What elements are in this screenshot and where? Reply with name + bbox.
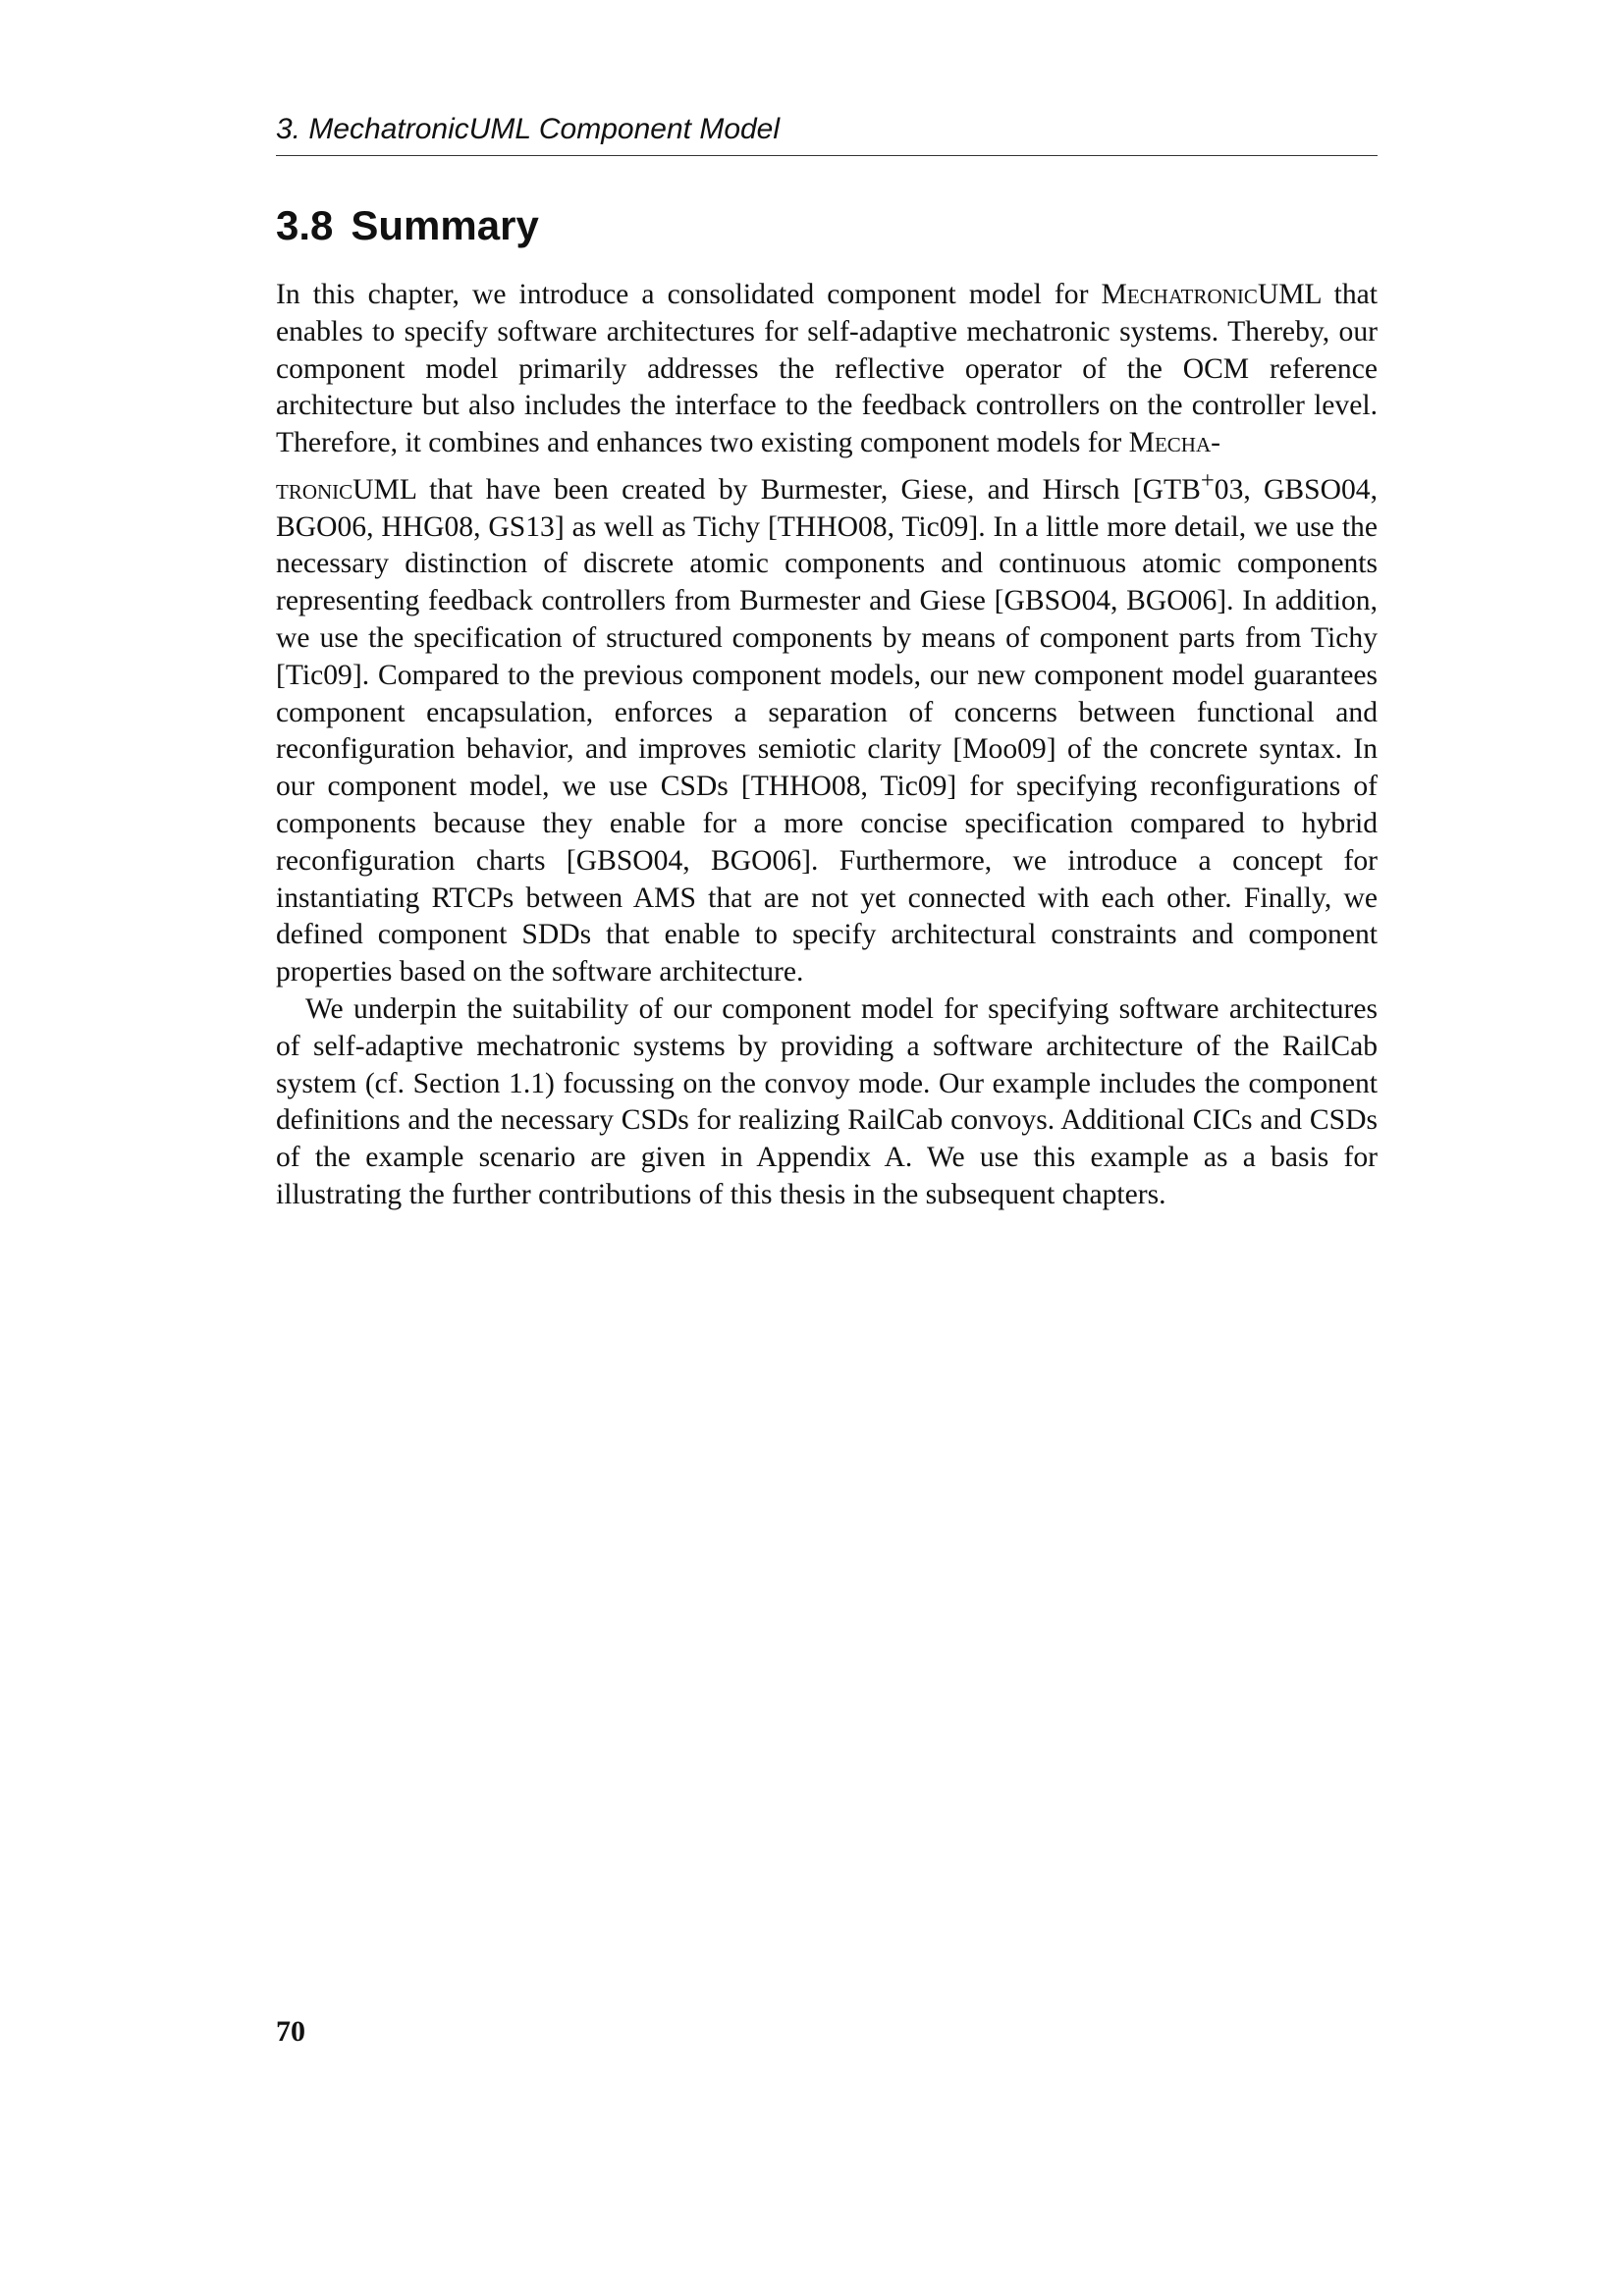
running-title: 3. MechatronicUML Component Model [276, 113, 781, 145]
text-run: UML that have been created by Burmester, Giese, and Hirsch [GTB [352, 473, 1201, 506]
paragraph-2: We underpin the suitability of our component model for specifying software architectures of self-adaptive mechatronic systems by providing a software architecture of the RailCab system (cf. Section 1.1) focussing on the convoy mode. Our example includes the component definitions and the necessary CSDs for realizing RailCab convoys. Additional CICs and CSDs of the example scenario are given in Appendix A. We use this example as a basis for illustrating the further contributions of this thesis in the subsequent chapters. [276, 993, 1378, 1210]
section-heading [276, 198, 539, 253]
paragraph-1: In this chapter, we introduce a consolidated component model for MechatronicUML that enables to specify software architectures for self-adaptive mechatronic systems. Thereby, our component model primarily addresses the reflective operator of the OCM reference architecture but also includes the interface to the feedback controllers on the controller level. Therefore, it combines and enhances two existing component models for Mecha- tronicUML that have been created by Burmester, Giese, and Hirsch [GTB+03, GBSO04, BGO06, HHG08, GS13] as well as Tichy [THHO08, Tic09]. In a little more detail, we use the necessary distinction of discrete atomic components and continuous atomic components representing feedback controllers from Burmester and Giese [GBSO04, BGO06]. In addition, we use the specification of structured components by means of component parts from Tichy [Tic09]. Compared to the previous component models, our new component model guarantees component encapsulation, enforces a separation of concerns between functional and reconfiguration behavior, and improves semiotic clarity [Moo09] of the concrete syntax. In our component model, we use CSDs [THHO08, Tic09] for specifying reconfigurations of components because they enable for a more concise specification compared to hybrid reconfiguration charts [GBSO04, BGO06]. Furthermore, we introduce a concept for instantiating RTCPs between AMS that are not yet connected with each other. Finally, we defined component SDDs that enable to specify architectural constraints and component properties based on the software architecture. [276, 279, 1378, 988]
text-run: 03, GBSO04, BGO06, HHG08, GS13] as well as Tichy [THHO08, Tic09]. In a little more detail, we use the necessary distinction of discrete atomic components and continuous atomic components representing feedback controllers from Burmester and Giese [GBSO04, BGO06]. In addition, we use the specification of structured components by means of component parts from Tichy [Tic09]. Compared to the previous component models, our new component model guarantees component encapsulation, enforces a separation of concerns between functional and reconfiguration behavior, and improves semiotic clarity [Moo09] of the concrete syntax. In our component model, we use CSDs [THHO08, Tic09] for specifying reconfigurations of components because they enable for a more concise specification compared to hybrid reconfiguration charts [GBSO04, BGO06]. Furthermore, we introduce a concept for instantiating RTCPs between AMS that are not yet connected with each other. Finally, we defined component SDDs that enable to specify architectural constraints and component properties based on the software architecture. [276, 473, 1378, 988]
superscript-plus: + [1200, 466, 1215, 494]
section-title: Summary [351, 202, 539, 248]
small-caps-run: tronic [276, 473, 353, 506]
small-caps-run: Mechatronic [1101, 279, 1258, 310]
text-run: In this chapter, we introduce a consolidated component model for [276, 279, 1102, 310]
running-header [276, 110, 1378, 156]
small-caps-run: Mecha [1128, 427, 1212, 459]
page-number: 70 [276, 2015, 305, 2048]
body-text [276, 277, 1378, 1214]
section-number: 3.8 [276, 202, 334, 248]
text-run: UML that enables to specify software architectures for self-adaptive mechatronic systems. Thereby, our component model primarily addresses the reflective operator of the OCM reference architecture but also includes the interface to the feedback controllers on the controller level. Therefore, it combines and enhances two existing component models for [276, 279, 1378, 459]
